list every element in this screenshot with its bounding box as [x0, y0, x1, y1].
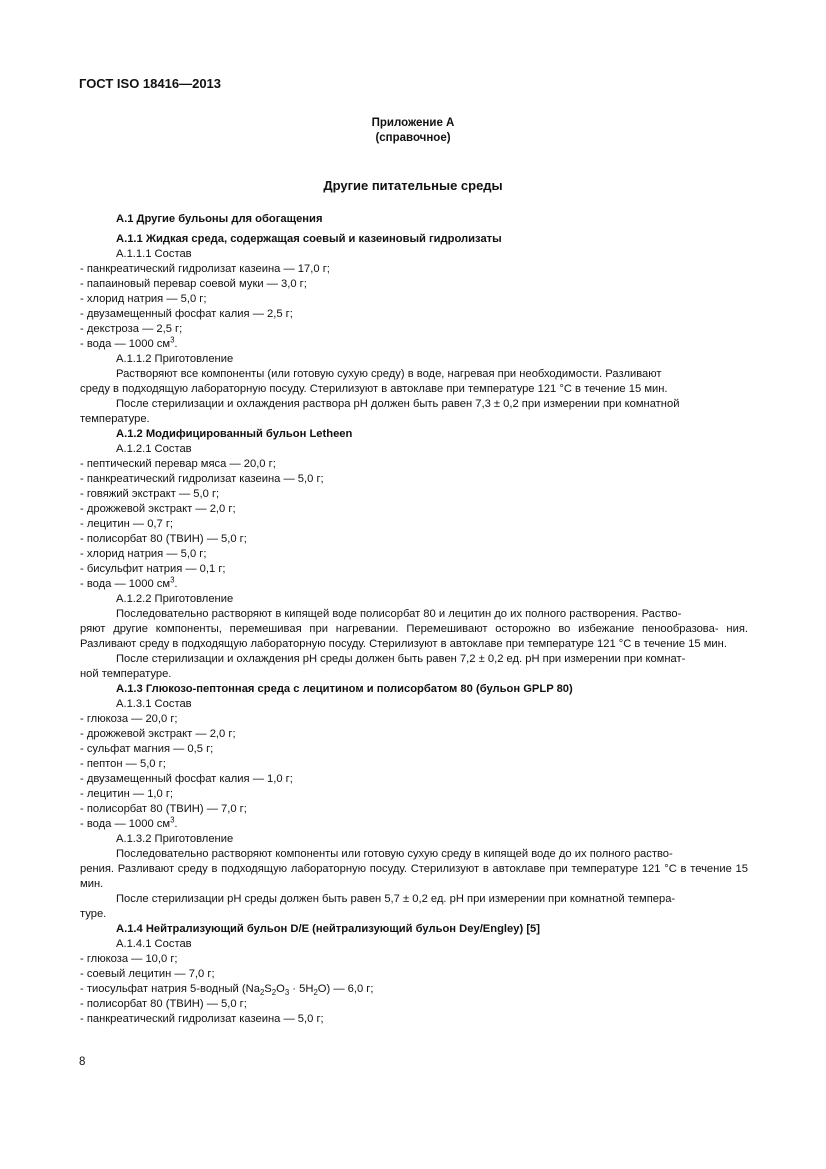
list-item: - пептон — 5,0 г; [80, 758, 166, 770]
paragraph-line: После стерилизации и охлаждения раствора pH должен быть равен 7,3 ± 0,2 при измерении при комнатной [116, 398, 680, 410]
paragraph [80, 652, 748, 682]
list-item: - сульфат магния — 0,5 г; [80, 743, 214, 755]
paragraph-line: Растворяют все компоненты (или готовую сухую среду) в воде, нагревая при необходимости. Разливают [116, 368, 662, 380]
list-item: - полисорбат 80 (ТВИН) — 5,0 г; [80, 998, 247, 1010]
list-item: - лецитин — 0,7 г; [80, 518, 174, 530]
list-item: - глюкоза — 20,0 г; [80, 713, 178, 725]
paragraph-line: После стерилизации pH среды должен быть равен 5,7 ± 0,2 ед. pH при измерении при комнатной темпера- [116, 893, 676, 905]
list-item: - глюкоза — 10,0 г; [80, 953, 178, 965]
water-text: - вода — 1000 см [80, 578, 171, 590]
section-title: Другие питательные среды [323, 178, 503, 193]
list-item: - панкреатический гидролизат казеина — 5,0 г; [80, 1013, 324, 1025]
list-item: - соевый лецитин — 7,0 г; [80, 968, 215, 980]
list-item: - папаиновый перевар соевой муки — 3,0 г; [80, 278, 307, 290]
list-item-water [80, 817, 748, 832]
paragraph-line: течение 15 мин. [80, 863, 748, 890]
paragraph-line: температуре. [80, 413, 150, 425]
clause-a13-title: А.1.3 Глюкозо-пептонная среда с лецитином и полисорбатом 80 (бульон GPLP 80) [116, 683, 573, 695]
water-text: - вода — 1000 см [80, 338, 171, 350]
clause-a141-label: А.1.4.1 Состав [116, 938, 192, 950]
annex-type: (справочное) [375, 132, 451, 144]
paragraph-line: среду в подходящую лабораторную посуду. Стерилизуют в автоклаве при температуре 121 °С в течение 15 мин. [80, 383, 668, 395]
punctuation: . [174, 578, 178, 590]
list-item-water [80, 337, 748, 352]
list-item: - полисорбат 80 (ТВИН) — 7,0 г; [80, 803, 247, 815]
clause-a122-label: А.1.2.2 Приготовление [116, 593, 234, 605]
paragraph-line: рения. Разливают среду в подходящую лабораторную посуду. Стерилизуют в автоклаве при температуре 121 °С в [80, 863, 687, 875]
subscript: 2 [259, 988, 265, 998]
clause-a12-title: А.1.2 Модифицированный бульон Letheen [116, 428, 353, 440]
formula-text: · 5H [289, 983, 314, 995]
paragraph-line: Последовательно растворяют в кипящей воде полисорбат 80 и лецитин до их полного растворения. Раство- [116, 608, 682, 620]
clause-a131-label: А.1.3.1 Состав [116, 698, 192, 710]
document-body [80, 212, 748, 1027]
paragraph [80, 397, 748, 427]
clause-a132-label: А.1.3.2 Приготовление [116, 833, 234, 845]
subscript: 2 [313, 988, 318, 998]
list-item: - хлорид натрия — 5,0 г; [80, 548, 207, 560]
clause-a121-label: А.1.2.1 Состав [116, 443, 192, 455]
paragraph [80, 367, 748, 397]
clause-a11-title: А.1.1 Жидкая среда, содержащая соевый и казеиновый гидролизаты [116, 233, 502, 245]
paragraph-line: ряют другие компоненты, перемешивая при нагревании. Перемешивают осторожно во избежание пенообразова- [80, 623, 719, 635]
list-item: - говяжий экстракт — 5,0 г; [80, 488, 220, 500]
annex-heading [0, 116, 826, 146]
superscript: 3 [170, 575, 175, 585]
list-item: - декстроза — 2,5 г; [80, 323, 183, 335]
list-item: - дрожжевой экстракт — 2,0 г; [80, 728, 236, 740]
paragraph [80, 892, 748, 922]
list-item: - двузамещенный фосфат калия — 1,0 г; [80, 773, 293, 785]
paragraph-line: Последовательно растворяют компоненты или готовую сухую среду в кипящей воде до их полного раство- [116, 848, 673, 860]
list-item: - полисорбат 80 (ТВИН) — 5,0 г; [80, 533, 247, 545]
list-item: - пептический перевар мяса — 20,0 г; [80, 458, 276, 470]
water-text: - вода — 1000 см [80, 818, 171, 830]
list-item: - хлорид натрия — 5,0 г; [80, 293, 207, 305]
punctuation: . [174, 818, 178, 830]
list-item: - лецитин — 1,0 г; [80, 788, 174, 800]
list-item: - двузамещенный фосфат калия — 2,5 г; [80, 308, 293, 320]
formula-text: S [264, 983, 272, 995]
list-item: - панкреатический гидролизат казеина — 5,0 г; [80, 473, 324, 485]
superscript: 3 [170, 335, 175, 345]
paragraph [80, 847, 748, 892]
list-item: - панкреатический гидролизат казеина — 17,0 г; [80, 263, 330, 275]
clause-a14-title: А.1.4 Нейтрализующий бульон D/E (нейтрализующий бульон Dey/Engley) [5] [116, 923, 540, 935]
punctuation: . [174, 338, 178, 350]
paragraph-line: ной температуре. [80, 668, 172, 680]
subsection-a1-title: А.1 Другие бульоны для обогащения [116, 213, 323, 225]
paragraph [80, 607, 748, 652]
list-item-water [80, 577, 748, 592]
formula-text: O [276, 983, 285, 995]
paragraph-line: ния. Разливают среду в подходящую лабораторную посуду. Стерилизуют в автоклаве при температуре 121 °С в [80, 623, 748, 650]
list-item: - дрожжевой экстракт — 2,0 г; [80, 503, 236, 515]
list-item-thiosulfate [80, 982, 748, 997]
list-item: - бисульфит натрия — 0,1 г; [80, 563, 226, 575]
paragraph-line: туре. [80, 908, 107, 920]
superscript: 3 [170, 815, 175, 825]
standard-code: ГОСТ ISO 18416—2013 [79, 76, 222, 91]
page-number: 8 [79, 1056, 86, 1068]
subscript: 2 [271, 988, 277, 998]
paragraph-line: течение 15 мин. [643, 638, 727, 650]
paragraph-line: После стерилизации и охлаждения pH среды должен быть равен 7,2 ± 0,2 ед. pH при измерении при комнат- [116, 653, 686, 665]
formula-text: O) — 6,0 г; [317, 983, 374, 995]
clause-a112-label: А.1.1.2 Приготовление [116, 353, 234, 365]
clause-a111-label: А.1.1.1 Состав [116, 248, 192, 260]
formula-text: - тиосульфат натрия 5-водный (Na [80, 983, 260, 995]
annex-title: Приложение А [371, 117, 455, 129]
subscript: 3 [284, 988, 290, 998]
